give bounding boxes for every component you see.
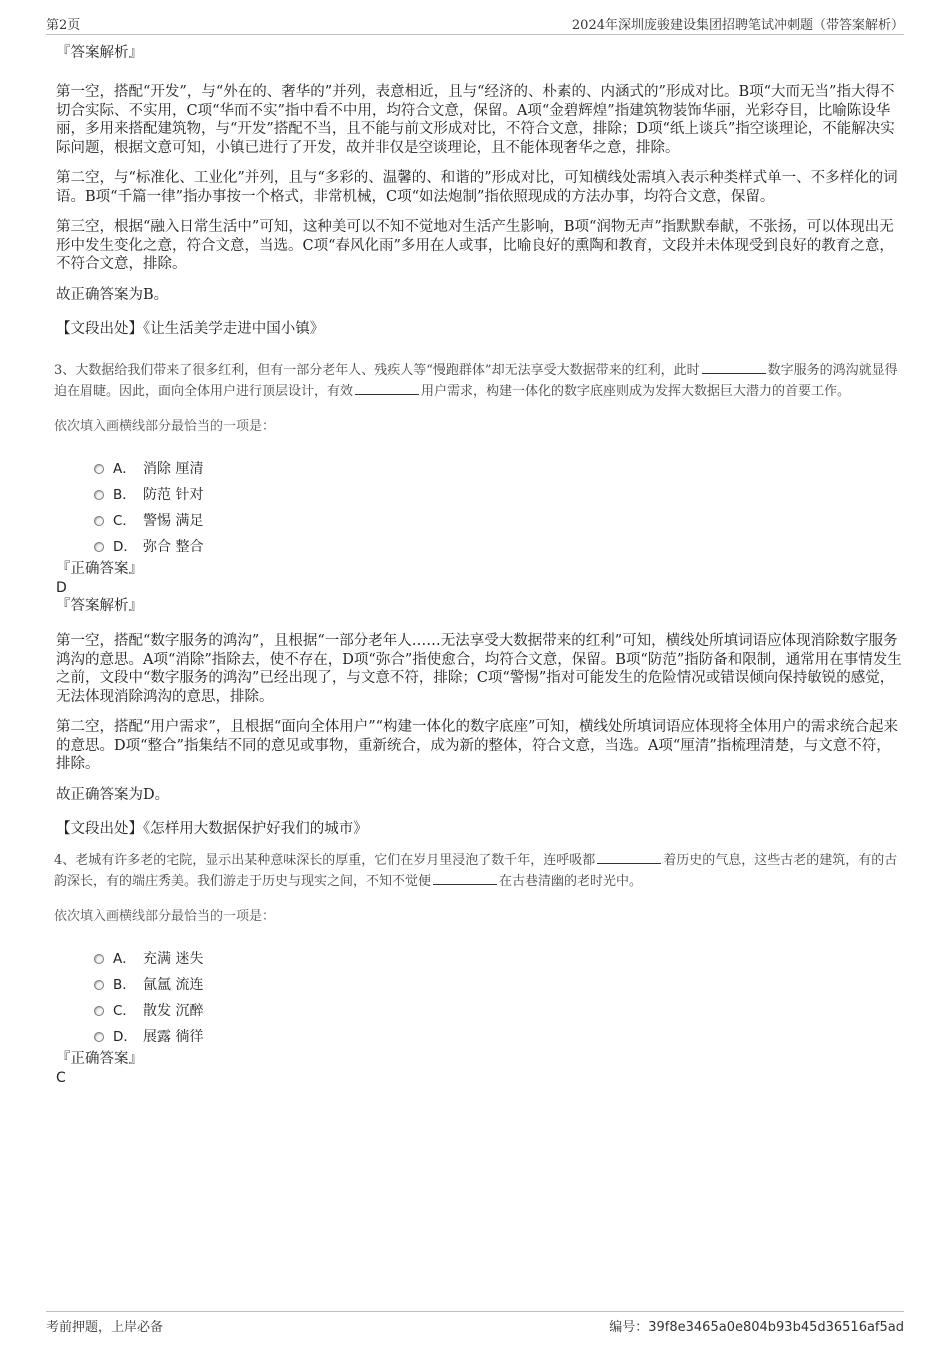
q4-option-c[interactable]: C． 散发 沉醉 — [94, 998, 904, 1024]
q4-blank-1 — [597, 851, 661, 864]
q3-option-d[interactable]: D． 弥合 整合 — [94, 534, 904, 560]
document-title: 2024年深圳庞骏建设集团招聘笔试冲刺题（带答案解析） — [571, 18, 904, 33]
q3-options — [94, 456, 904, 560]
q4-options — [94, 946, 904, 1050]
q2-analysis-para-3: 第三空，根据“融入日常生活中”可知，这种美可以不知不觉地对生活产生影响，B项“润物无声”指默默奉献，不张扬，可以体现出无形中发生变化之意，符合文意，当选。C项“春风化雨”多用在人或事，比喻良好的熏陶和教育，文段并未体现受到良好的教育之意，不符合文意，排除。 — [56, 219, 894, 272]
radio-button[interactable] — [94, 1006, 104, 1016]
q4-prompt: 依次填入画横线部分最恰当的一项是： — [54, 909, 276, 924]
q3-analysis-label: 『答案解析』 — [56, 598, 143, 614]
q3-conclusion: 故正确答案为D。 — [56, 786, 170, 803]
q4-answer-label: 『正确答案』 — [56, 1051, 143, 1067]
page-footer — [46, 1311, 904, 1334]
page-number: 第2页 — [46, 18, 81, 33]
q3-option-c[interactable]: C． 警惕 满足 — [94, 508, 904, 534]
q3-answer-value: D — [56, 580, 67, 596]
q2-source: 【文段出处】《让生活美学走进中国小镇》 — [56, 321, 325, 337]
q3-answer-label: 『正确答案』 — [56, 561, 143, 577]
q3-blank-1 — [702, 361, 766, 374]
radio-button[interactable] — [94, 464, 104, 474]
q4-answer-value: C — [56, 1070, 66, 1086]
q3-option-b[interactable]: B． 防范 针对 — [94, 482, 904, 508]
q4-option-a[interactable]: A． 充满 迷失 — [94, 946, 904, 972]
q3-prompt: 依次填入画横线部分最恰当的一项是： — [54, 419, 276, 434]
q2-analysis-para-2: 第二空，与“标准化、工业化”并列，且与“多彩的、温馨的、和谐的”形成对比，可知横线处需填入表示种类样式单一、不多样化的词语。B项“千篇一律”指办事按一个格式，非常机械，C项“如法炮制”指依照现成的方法办事，均符合文意，保留。 — [56, 170, 898, 205]
q3-source: 【文段出处】《怎样用大数据保护好我们的城市》 — [56, 821, 368, 837]
q2-analysis-label: 『答案解析』 — [56, 45, 143, 61]
q4-option-b[interactable]: B． 氤氲 流连 — [94, 972, 904, 998]
q4-question-text: 4、老城有许多老的宅院，显示出某种意味深长的厚重，它们在岁月里浸泡了数千年，连呼吸都 着历史的气息，这些古老的建筑，有的古韵深长，有的端庄秀美。我们游走于历史与现实之间，不知不觉便 在古巷清幽的老时光中。 — [54, 853, 898, 889]
footer-code: 编号：39f8e3465a0e804b93b45d36516af5ad — [609, 1320, 904, 1335]
radio-button[interactable] — [94, 516, 104, 526]
radio-button[interactable] — [94, 490, 104, 500]
footer-slogan: 考前押题，上岸必备 — [46, 1320, 164, 1335]
q4-blank-2 — [433, 872, 497, 885]
radio-button[interactable] — [94, 542, 104, 552]
q2-conclusion: 故正确答案为B。 — [56, 286, 169, 303]
radio-button[interactable] — [94, 1032, 104, 1042]
q3-blank-2 — [355, 382, 419, 395]
q3-analysis-para-2: 第二空，搭配“用户需求”，且根据“面向全体用户”“构建一体化的数字底座”可知，横线处所填词语应体现将全体用户的需求统合起来的意思。D项“整合”指集结不同的意见或事物，重新统合，成为新的整体，符合文意，当选。A项“厘清”指梳理清楚，与文意不符，排除。 — [56, 719, 898, 772]
q3-question-text: 3、大数据给我们带来了很多红利，但有一部分老年人、残疾人等“慢跑群体”却无法享受大数据带来的红利，此时 数字服务的鸿沟就显得迫在眉睫。因此，面向全体用户进行顶层设计，有效 用户需求，构建一体化的数字底座则成为发挥大数据巨大潜力的首要工作。 — [54, 363, 898, 399]
radio-button[interactable] — [94, 980, 104, 990]
q4-option-d[interactable]: D． 展露 徜徉 — [94, 1024, 904, 1050]
page-content — [56, 44, 904, 1087]
page-header — [46, 14, 904, 35]
q2-analysis-para-1: 第一空，搭配“开发”，与“外在的、奢华的”并列，表意相近，且与“经济的、朴素的、内涵式的”形成对比。B项“大而无当”指大得不切合实际、不实用，C项“华而不实”指中看不中用，均符合文意，保留。A项“金碧辉煌”指建筑物装饰华丽，光彩夺目，比喻陈设华丽，多用来搭配建筑物，与“开发”搭配不当，且不能与前文形成对比，不符合文意，排除；D项“纸上谈兵”指空谈理论，不能解决实际问题，根据文意可知，小镇已进行了开发，故并非仅是空谈理论，且不能体现奢华之意，排除。 — [56, 84, 895, 156]
q3-analysis-para-1: 第一空，搭配“数字服务的鸿沟”，且根据“一部分老年人……无法享受大数据带来的红利”可知，横线处所填词语应体现消除数字服务鸿沟的意思。A项“消除”指除去，使不存在，D项“弥合”指使愈合，均符合文意，保留。B项“防范”指防备和限制，通常用在事情发生之前，文段中“数字服务的鸿沟”已经出现了，与文意不符，排除；C项“警惕”指对可能发生的危险情况或错误倾向保持敏锐的感觉，无法体现消除鸿沟的意思，排除。 — [56, 633, 902, 705]
radio-button[interactable] — [94, 954, 104, 964]
q3-option-a[interactable]: A． 消除 厘清 — [94, 456, 904, 482]
